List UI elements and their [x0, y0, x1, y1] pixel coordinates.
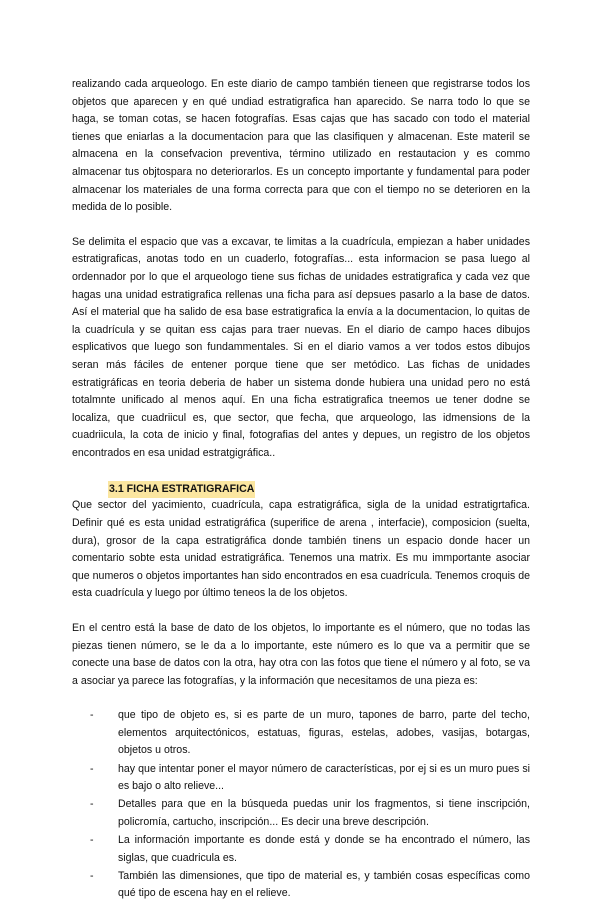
paragraph-field-diary: realizando cada arqueologo. En este diario de campo también tieneen que registrarse todos los objetos que aparecen y en qué undiad estratigrafica han aparecido. Se narra todo lo que se haga, se toman cotas, se hacen fotografías. Esas cajas que has sacado con todo el material tienes que eniarlas a la documentacion para que las clasifiquen y almacenan. Este materil se almacena en la consefvacion preventiva, término utilizado en restautacion y es commo almacenar tus objtospara no deteriorarlos. Es un concepto importante y fundamental para poder almacenar los materiales de una forma correcta para que con el tiempo no se deterioren en la medida de lo posible.	[72, 78, 530, 214]
object-info-list	[72, 707, 530, 902]
bullet-marker: -	[90, 834, 94, 847]
bullet-marker: -	[90, 709, 94, 722]
paragraph-stratigraphic-sheet: Que sector del yacimiento, cuadrícula, capa estratigráfica, sigla de la unidad estratigrtafica. Definir qué es esta unidad estratigráfica (superifice de arena , interfacie), composicion (suelta, dura), grosor de la capa estratigráfica donde también tinens un espacio donde hacer un comentario sobte esta unidad estratigráfica. Tenemos una matrix. Es mu immportante asociar que numeros o objetos importantes han sido encontrados en esa cuadrícula. Tenemos croquis de esta cuadrícula y luego por último teneos la de los objetos.	[72, 499, 530, 600]
list-item-text: hay que intentar poner el mayor número de características, por ej si es un muro pues si es bajo o alto relieve...	[118, 762, 530, 793]
section-heading-wrap	[72, 479, 530, 497]
list-item-text: Detalles para que en la búsqueda puedas unir los fragmentos, si tiene inscripción, policromía, cartucho, inscripción... Es decir una breve descripción.	[118, 798, 530, 828]
list-item-text: También las dimensiones, que tipo de material es, y también cosas específicas como qué tipo de escena hay en el relieve.	[118, 870, 530, 900]
bullet-marker: -	[90, 762, 94, 775]
list-item-text: que tipo de objeto es, si es parte de un muro, tapones de barro, parte del techo, elementos arquitectónicos, estatuas, figuras, estelas, adobes, vasijas, botargas, objetos u otros.	[118, 709, 530, 757]
paragraph-gap	[72, 603, 530, 620]
section-heading: 3.1 FICHA ESTRATIGRAFICA	[108, 481, 255, 498]
list-item	[90, 868, 530, 903]
paragraph-gap	[72, 462, 530, 479]
paragraph-excavation-process: Se delimita el espacio que vas a excavar, te limitas a la cuadrícula, empiezan a haber unidades estratigraficas, anotas todo en un cuaderlo, fotografías... esta informacion se pasa luego al ordennador por lo que el arqueologo tiene sus fichas de unidades estratigrafica y cada vez que hagas una unidad estratigrafica rellenas una ficha para así depsues pasarlo a la base de datos. Así el material que ha salido de esa base estratigrafica la envía a la documentacion, lo quitas de la cuadrícula y se quitan ess cajas para traer nuevas. En el diario de campo haces dibujos esplicativos que luego son fundammentales. Si en el diario vamos a ver todos estos dibujos seran más fáciles de entener porque tiene que ser metódico. Las fichas de unidades estratigráficas en teoria deberia de haber un sistema donde hubiera una unidad pero no está totalmnte unificado al menos aquí. En una ficha estratigrafica tneemos ue tener dodne se localiza, que cuadriicul es, que sector, que fecha, que arqueologo, las idmensions de la cuadriicula, la cota de inicio y final, fotografias del antes y depues, un registro de los objetos encontrados en esa unidad estratgigráfica..	[72, 235, 530, 459]
bullet-marker: -	[90, 798, 94, 811]
list-item	[90, 707, 530, 759]
list-item-text: La información importante es donde está y donde se ha encontrado el número, las siglas, que cuadricula es.	[118, 834, 530, 864]
paragraph-object-database: En el centro está la base de dato de los objetos, lo importante es el número, que no todas las piezas tienen número, se le da a lo importante, este número es lo que va a permitir que se conecte una base de datos con la otra, hay otra con las fotos que tiene el número y al foto, se va a asociar ya parece las fotografías, y la información que necesitamos de una pieza es:	[72, 622, 530, 687]
paragraph-gap	[72, 690, 530, 707]
list-item	[90, 832, 530, 867]
bullet-marker: -	[90, 870, 94, 883]
list-item	[90, 761, 530, 796]
paragraph-gap	[72, 217, 530, 234]
list-item	[90, 796, 530, 831]
